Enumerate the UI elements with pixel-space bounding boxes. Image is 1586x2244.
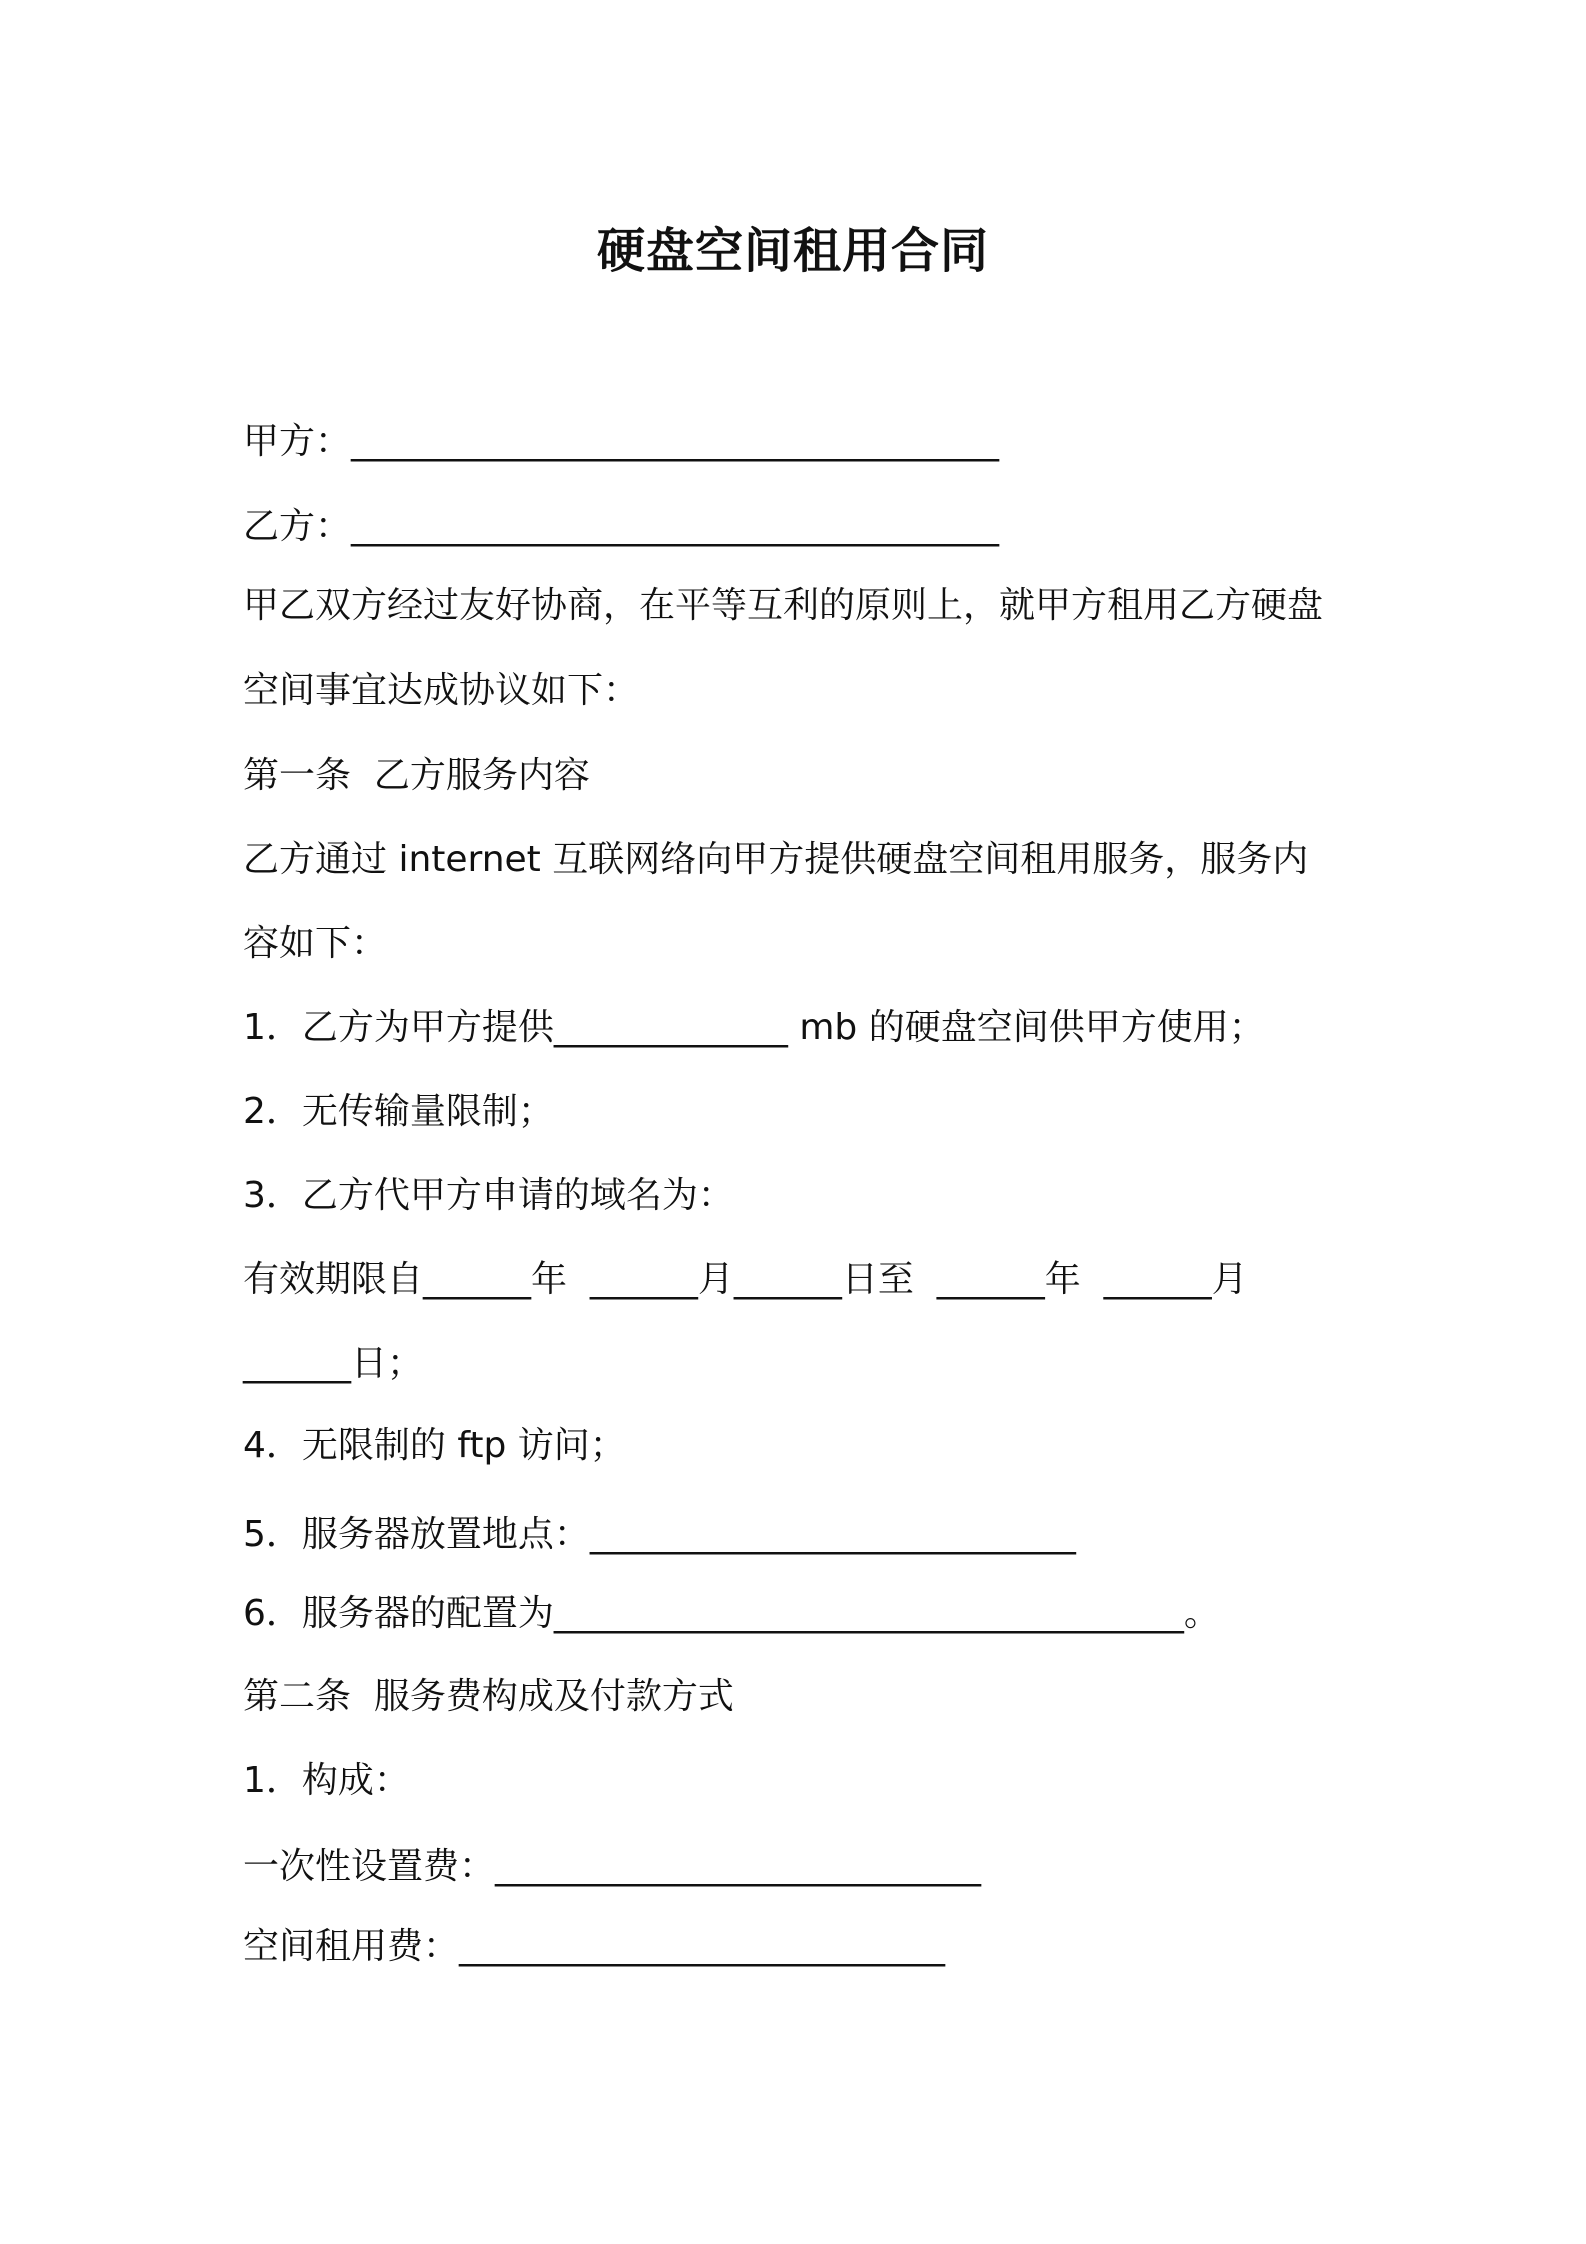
setup-fee-line: 一次性设置费：___________________________ <box>243 1846 982 1887</box>
clause-1-4: 4．无限制的 ftp 访问； <box>243 1425 626 1466</box>
clause-1-2: 2．无传输量限制； <box>243 1091 554 1132</box>
space-rental-fee-line: 空间租用费：___________________________ <box>243 1926 946 1967</box>
article-1-intro-line-2: 容如下： <box>243 923 388 964</box>
validity-period-line-1: 有效期限自______年 ______月______日至 ______年 ______月 <box>243 1259 1248 1300</box>
clause-1-6: 6．服务器的配置为___________________________________。 <box>243 1593 1220 1634</box>
clause-1-3: 3．乙方代甲方申请的域名为： <box>243 1175 734 1216</box>
preamble-line-1: 甲乙双方经过友好协商，在平等互利的原则上，就甲方租用乙方硬盘 <box>243 585 1324 626</box>
article-1-intro-line-1: 乙方通过 internet 互联网络向甲方提供硬盘空间租用服务，服务内 <box>243 839 1309 880</box>
article-1-heading: 第一条 乙方服务内容 <box>243 755 590 796</box>
clause-1-5: 5．服务器放置地点：___________________________ <box>243 1514 1076 1555</box>
clause-1-1: 1．乙方为甲方提供_____________ mb 的硬盘空间供甲方使用； <box>243 1007 1265 1048</box>
preamble-line-2: 空间事宜达成协议如下： <box>243 670 640 711</box>
party-b-line: 乙方：____________________________________ <box>243 506 1000 547</box>
article-2-heading: 第二条 服务费构成及付款方式 <box>243 1676 734 1717</box>
party-a-line: 甲方：____________________________________ <box>243 421 1000 462</box>
validity-period-line-2: ______日； <box>243 1343 424 1384</box>
clause-2-1: 1．构成： <box>243 1760 410 1801</box>
document-title: 硬盘空间租用合同 <box>596 223 989 279</box>
